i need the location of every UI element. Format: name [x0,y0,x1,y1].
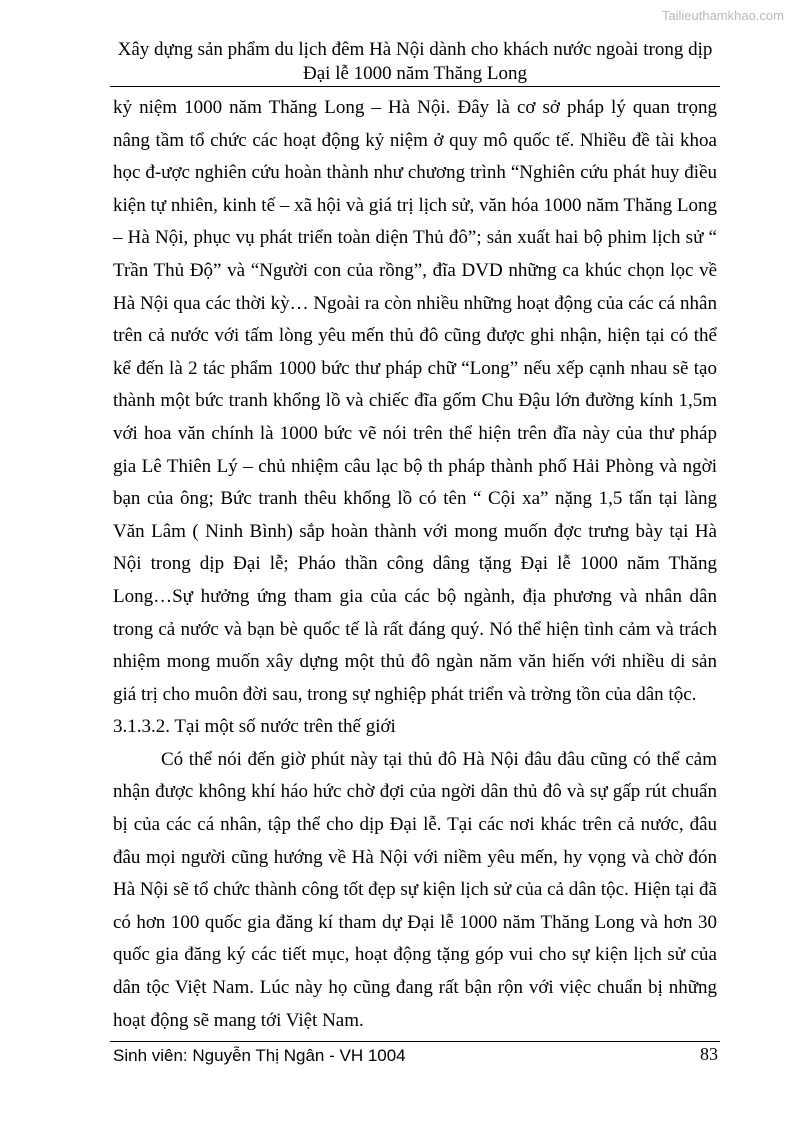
watermark: Tailieuthamkhao.com [661,8,784,23]
header-divider [110,86,720,87]
document-body [113,92,717,1037]
section-heading: 3.1.3.2. Tại một số nước trên thế giới [113,716,396,738]
header-title-line-2: Đại lễ 1000 năm Thăng Long [303,63,527,84]
footer-divider [110,1041,720,1042]
footer-author: Sinh viên: Nguyễn Thị Ngân - VH 1004 [113,1046,406,1065]
header-title-line-1: Xây dựng sản phẩm du lịch đêm Hà Nội dành cho khách nước ngoài trong dịp [117,39,713,60]
body-paragraph: kỷ niệm 1000 năm Thăng Long – Hà Nội. Đây là cơ sở pháp lý quan trọng nâng tầm tổ chức các hoạt động kỷ niệm ở quy mô quốc tế. Nhiều đề tài khoa học đ-ược nghiên cứu hoàn thành như chương trình “Nghiên cứu phát huy điều kiện tự nhiên, kinh tế – xã hội và giá trị lịch sử, văn hóa 1000 năm Thăng Long – Hà Nội, phục vụ phát triển toàn diện Thủ đô”; sản xuất hai bộ phim lịch sử “ Trần Thủ Độ” và “Người con của rồng”, đĩa DVD những ca khúc chọn lọc về Hà Nội qua các thời kỳ… Ngoài ra còn nhiều những hoạt động của các cá nhân trên cả nước với tấm lòng yêu mến thủ đô cũng được ghi nhận, hiện tại có thể kể đến là 2 tác phẩm 1000 bức thư pháp chữ “Long” nếu xếp cạnh nhau sẽ tạo thành một bức tranh khổng lồ và chiếc đĩa gốm Chu Đậu lớn đường kính 1,5m với hoa văn chính là 1000 bức vẽ nói trên thể hiện trên đĩa này của thư pháp gia Lê Thiên Lý – chủ nhiệm câu lạc bộ th pháp thành phố Hải Phòng và ngời bạn của ông; Bức tranh thêu khổng lồ có tên “ Cội xa” nặng 1,5 tấn tại làng Văn Lâm ( Ninh Bình) sắp hoàn thành với mong muốn đợc trưng bày tại Hà Nội trong dịp Đại lễ; Pháo thần công dâng tặng Đại lễ 1000 năm Thăng Long…Sự hưởng ứng tham gia của các bộ ngành, địa phương và nhân dân trong cả nước và bạn bè quốc tế là rất đáng quý. Nó thể hiện tình cảm và trách nhiệm mong muốn xây dựng một thủ đô ngàn năm văn hiến với nhiều di sản giá trị cho muôn đời sau, trong sự nghiệp phát triển và trờng tồn của dân tộc. [113,97,717,705]
body-paragraph: Có thể nói đến giờ phút này tại thủ đô Hà Nội đâu đâu cũng có thể cảm nhận được không khí háo hức chờ đợi của ngời dân thủ đô và sự gấp rút chuẩn bị của các cá nhân, tập thể cho dịp Đại lễ. Tại các nơi khác trên cả nước, đâu đâu mọi người cũng hướng về Hà Nội với niềm yêu mến, hy vọng và chờ đón Hà Nội sẽ tổ chức thành công tốt đẹp sự kiện lịch sử của cả dân tộc. Hiện tại đã có hơn 100 quốc gia đăng kí tham dự Đại lễ 1000 năm Thăng Long và hơn 30 quốc gia đăng ký các tiết mục, hoạt động tặng góp vui cho sự kiện lịch sử của dân tộc Việt Nam. Lúc này họ cũng đang rất bận rộn với việc chuẩn bị những hoạt động sẽ mang tới Việt Nam. [113,748,717,1031]
page-number: 83 [700,1044,718,1064]
page-header [110,38,720,86]
